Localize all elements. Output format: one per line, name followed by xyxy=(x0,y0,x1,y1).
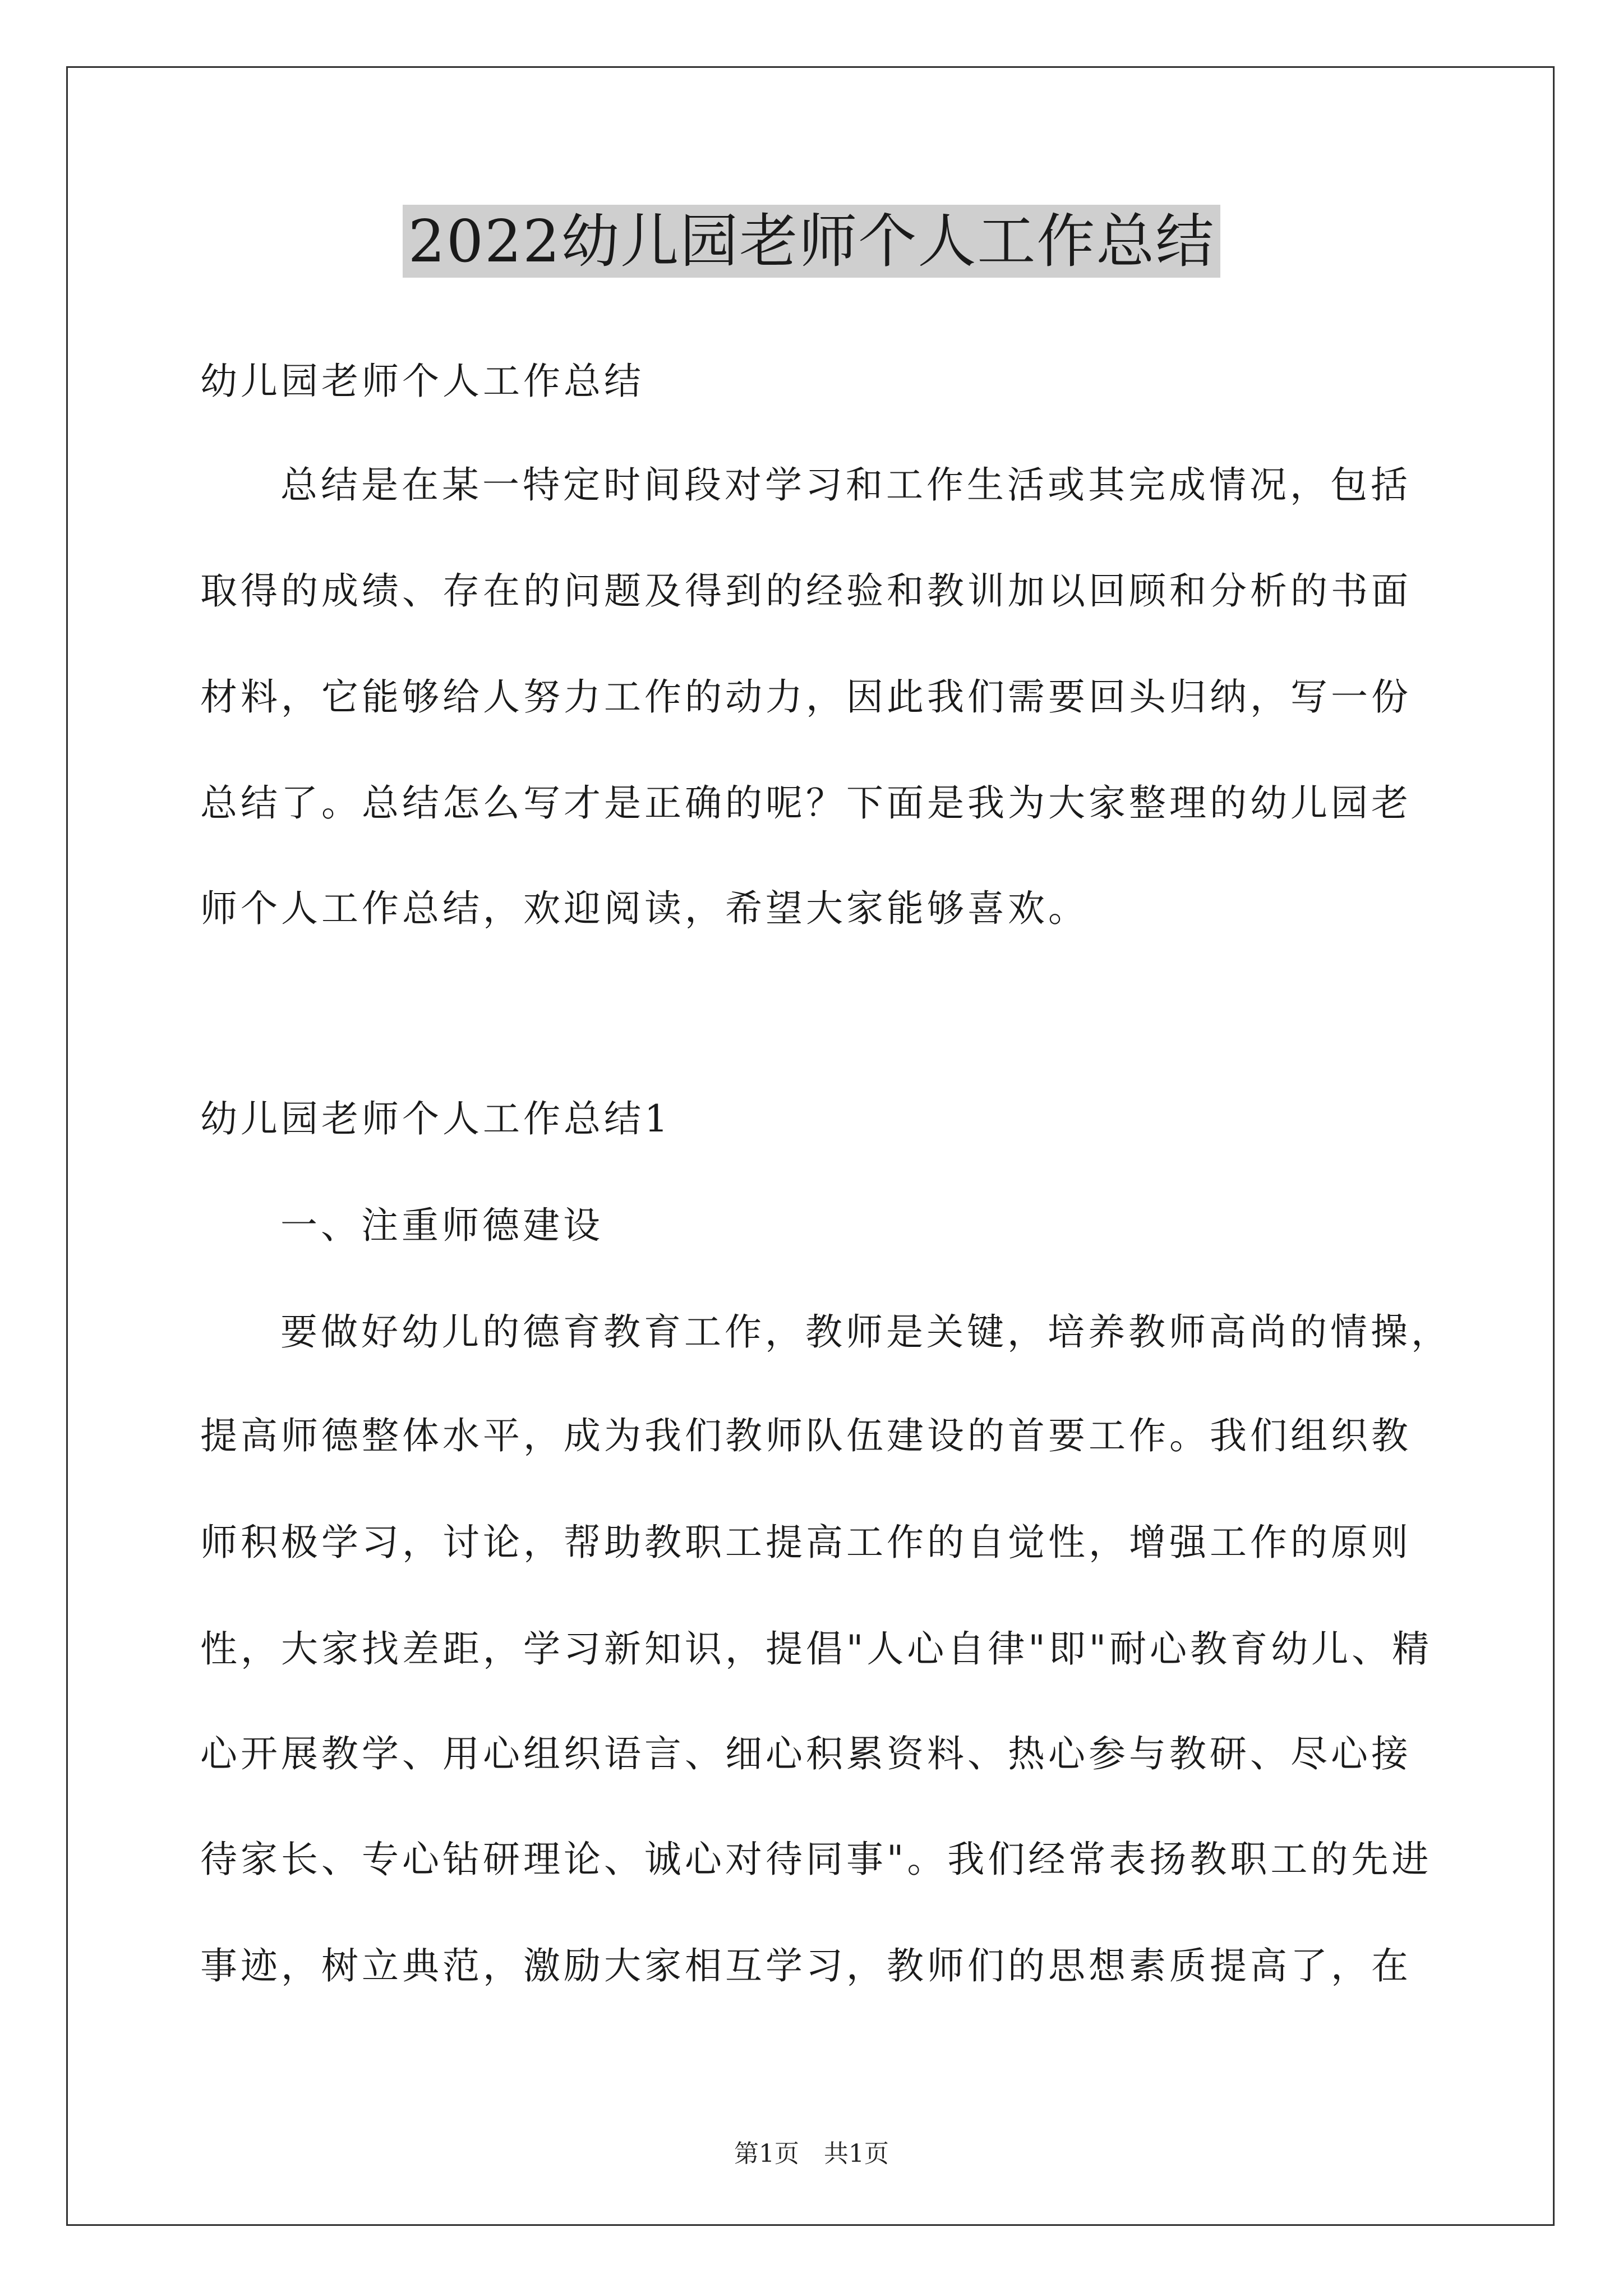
paragraph-line: 提高师德整体水平，成为我们教师队伍建设的首要工作。我们组织教 xyxy=(200,1414,1412,1457)
subsection-heading: 一、注重师德建设 xyxy=(280,1204,603,1247)
paragraph-line: 心开展教学、用心组织语言、细心积累资料、热心参与教研、尽心接 xyxy=(200,1732,1412,1775)
paragraph-line: 师个人工作总结，欢迎阅读，希望大家能够喜欢。 xyxy=(200,887,1089,930)
paragraph-line: 师积极学习，讨论，帮助教职工提高工作的自觉性，增强工作的原则 xyxy=(200,1521,1412,1564)
document-title-text: 2022幼儿园老师个人工作总结 xyxy=(403,205,1221,278)
paragraph-line: 性，大家找差距，学习新知识，提倡"人心自律"即"耐心教育幼儿、精 xyxy=(200,1627,1433,1671)
paragraph-line: 材料，它能够给人努力工作的动力，因此我们需要回头归纳，写一份 xyxy=(200,675,1412,719)
paragraph-line: 总结是在某一特定时间段对学习和工作生活或其完成情况，包括 xyxy=(280,463,1411,507)
section-heading: 幼儿园老师个人工作总结1 xyxy=(200,1097,671,1140)
paragraph-line: 要做好幼儿的德育教育工作，教师是关键，培养教师高尚的情操， xyxy=(280,1310,1451,1354)
page-footer: 第1页 共1页 xyxy=(734,2139,889,2168)
document-title xyxy=(0,202,1623,280)
paragraph-line: 事迹，树立典范，激励大家相互学习，教师们的思想素质提高了，在 xyxy=(200,1944,1412,1987)
section-heading: 幼儿园老师个人工作总结 xyxy=(200,360,644,403)
paragraph-line: 待家长、专心钻研理论、诚心对待同事"。我们经常表扬教职工的先进 xyxy=(200,1838,1432,1881)
paragraph-line: 取得的成绩、存在的问题及得到的经验和教训加以回顾和分析的书面 xyxy=(200,569,1412,613)
paragraph-line: 总结了。总结怎么写才是正确的呢？下面是我为大家整理的幼儿园老 xyxy=(200,781,1412,825)
